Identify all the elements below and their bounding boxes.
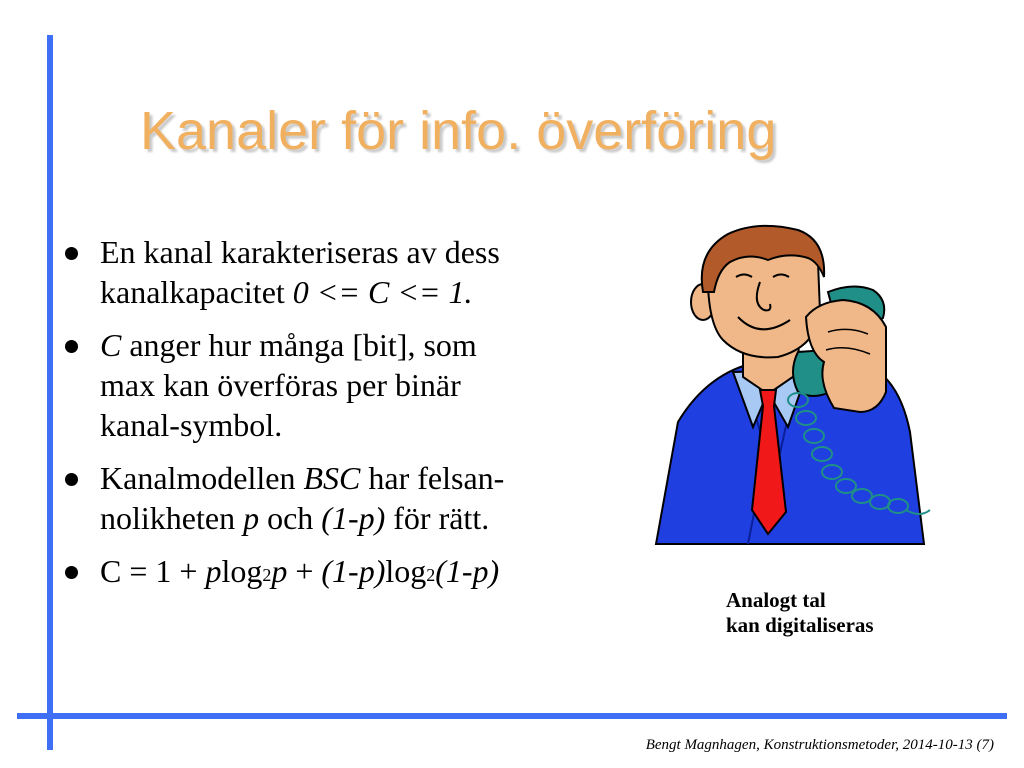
caption-line-2: kan digitaliseras bbox=[726, 613, 874, 637]
image-caption bbox=[726, 588, 874, 638]
bullet-item bbox=[60, 232, 640, 312]
bullet-item bbox=[60, 551, 640, 596]
bullet-dot bbox=[65, 473, 78, 486]
man-on-telephone-illustration bbox=[648, 222, 938, 552]
bullet-line: kanal-symbol. bbox=[100, 407, 283, 443]
bullet-list bbox=[60, 232, 640, 609]
bullet-item bbox=[60, 325, 640, 445]
bullet-dot bbox=[65, 566, 78, 579]
caption-line-1: Analogt tal bbox=[726, 588, 826, 612]
bullet-line: max kan överföras per binär bbox=[100, 367, 461, 403]
bullet-line: nolikheten p och (1-p) för rätt. bbox=[100, 500, 490, 536]
left-accent-line bbox=[47, 35, 53, 750]
bullet-item bbox=[60, 458, 640, 538]
slide-title: Kanaler för info. överföring bbox=[140, 101, 777, 161]
bullet-dot bbox=[65, 247, 78, 260]
slide-footer: Bengt Magnhagen, Konstruktionsmetoder, 2014-10-13 (7) bbox=[645, 737, 994, 753]
bullet-line: C anger hur många [bit], som bbox=[100, 327, 477, 363]
bullet-line: En kanal karakteriseras av dess bbox=[100, 234, 500, 270]
entropy-formula: $C = 1 + plog_2p + (1-p)\log_2(1-p)$ bbox=[100, 553, 500, 589]
bullet-dot bbox=[65, 340, 78, 353]
bullet-line: kanalkapacitet 0 <= C <= 1. bbox=[100, 274, 473, 310]
bullet-line: Kanalmodellen BSC har felsan- bbox=[100, 460, 505, 496]
bottom-accent-line bbox=[17, 713, 1007, 719]
capacity-range: 0 <= C <= 1 bbox=[292, 274, 465, 310]
man-on-telephone-icon bbox=[648, 222, 938, 552]
